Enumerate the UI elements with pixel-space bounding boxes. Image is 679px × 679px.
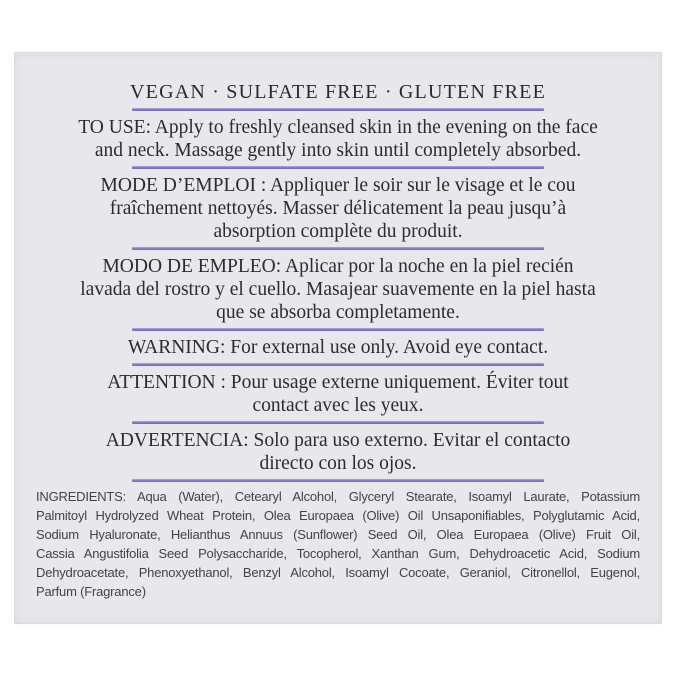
divider <box>132 247 544 250</box>
ingredients-line: Dehydroacetate, Phenoxyethanol, Benzyl Alcohol, Isoamyl Cocoate, Geraniol, Citronellol, Eugenol, <box>36 565 640 580</box>
divider <box>132 166 544 169</box>
ingredients-line: Sodium Hyaluronate, Helianthus Annuus (Sunflower) Seed Oil, Olea Europaea (Olive) Fruit Oil, <box>36 527 640 542</box>
badges-heading: VEGAN · SULFATE FREE · GLUTEN FREE <box>130 81 546 103</box>
ingredients-paragraph <box>36 487 640 601</box>
warning-section-english <box>15 336 661 359</box>
warning-french-line: ATTENTION : Pour usage externe uniquement. Éviter tout <box>107 372 569 393</box>
usage-section-french <box>15 174 661 243</box>
ingredients-line: Parfum (Fragrance) <box>36 584 146 599</box>
divider <box>132 479 544 482</box>
usage-spanish-line: que se absorba completamente. <box>216 302 460 323</box>
divider <box>132 363 544 366</box>
usage-section-spanish <box>15 255 661 324</box>
usage-french-line: MODE D’EMPLOI : Appliquer le soir sur le visage et le cou <box>100 175 576 196</box>
ingredients-line: INGREDIENTS: Aqua (Water), Cetearyl Alcohol, Glyceryl Stearate, Isoamyl Laurate, Potassium <box>36 489 640 504</box>
warning-french-line: contact avec les yeux. <box>252 395 424 416</box>
divider <box>132 108 544 111</box>
usage-french-line: fraîchement nettoyés. Masser délicatement la peau jusqu’à <box>109 198 567 219</box>
divider <box>132 328 544 331</box>
usage-section-english <box>15 116 661 162</box>
warning-section-spanish <box>15 429 661 475</box>
ingredients-line: Cassia Angustifolia Seed Polysaccharide, Tocopherol, Xanthan Gum, Dehydroacetic Acid, Sodium <box>36 546 640 561</box>
warning-english-line: WARNING: For external use only. Avoid eye contact. <box>127 337 549 358</box>
warning-spanish-line: ADVERTENCIA: Solo para uso externo. Evitar el contacto <box>105 430 571 451</box>
usage-french-line: absorption complète du produit. <box>213 221 463 242</box>
usage-english-line: TO USE: Apply to freshly cleansed skin in the evening on the face <box>78 117 598 138</box>
warning-section-french <box>15 371 661 417</box>
usage-english-line: and neck. Massage gently into skin until completely absorbed. <box>94 140 582 161</box>
ingredients-line: Palmitoyl Hydrolyzed Wheat Protein, Olea Europaea (Olive) Oil Unsaponifiables, Polyglutamic Acid, <box>36 508 640 523</box>
product-label-panel <box>14 52 662 624</box>
warning-spanish-line: directo con los ojos. <box>259 453 417 474</box>
usage-spanish-line: MODO DE EMPLEO: Aplicar por la noche en la piel recién <box>102 256 574 277</box>
divider <box>132 421 544 424</box>
usage-spanish-line: lavada del rostro y el cuello. Masajear suavemente en la piel hasta <box>80 279 596 300</box>
